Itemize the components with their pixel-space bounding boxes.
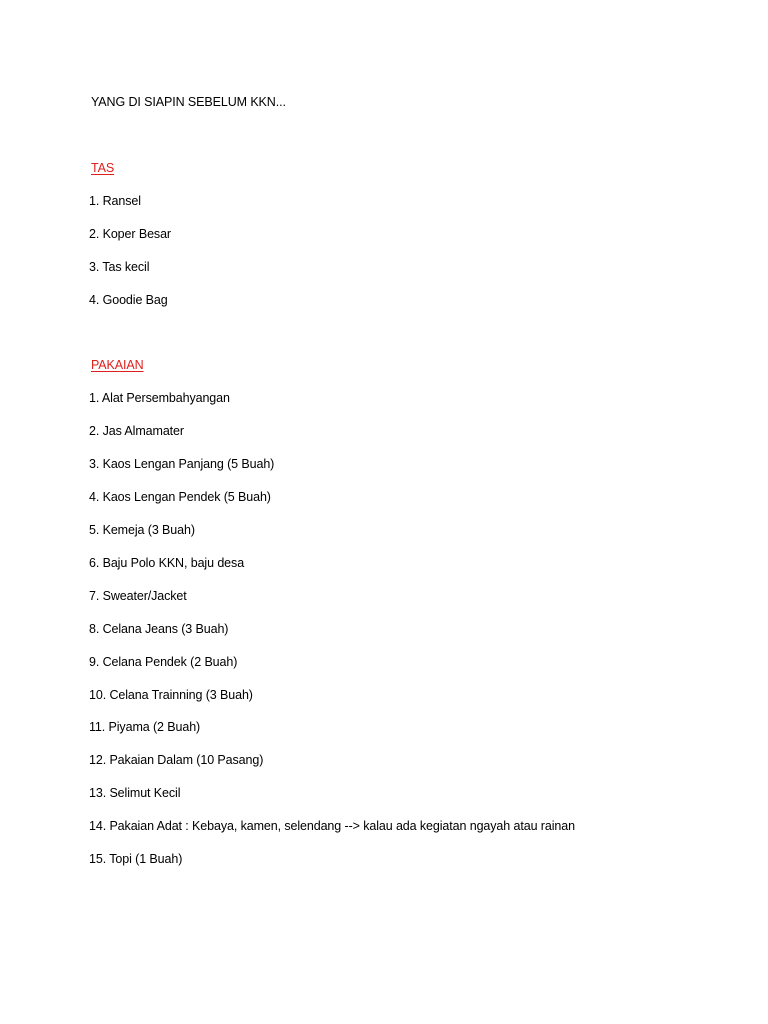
list-item: 14. Pakaian Adat : Kebaya, kamen, selendang --> kalau ada kegiatan ngayah atau rainan: [89, 819, 575, 833]
list-item: 12. Pakaian Dalam (10 Pasang): [89, 753, 264, 767]
list-item: 1. Ransel: [89, 194, 141, 208]
list-item: 7. Sweater/Jacket: [89, 589, 187, 603]
list-item: 4. Goodie Bag: [89, 293, 168, 307]
document-title: YANG DI SIAPIN SEBELUM KKN...: [91, 95, 286, 109]
list-item: 15. Topi (1 Buah): [89, 852, 183, 866]
list-item: 2. Koper Besar: [89, 227, 171, 241]
list-item: 3. Tas kecil: [89, 260, 150, 274]
list-item: 10. Celana Trainning (3 Buah): [89, 688, 253, 702]
list-item: 9. Celana Pendek (2 Buah): [89, 655, 238, 669]
list-item: 1. Alat Persembahyangan: [89, 391, 230, 405]
list-item: 11. Piyama (2 Buah): [89, 720, 201, 734]
section-heading-pakaian: PAKAIAN: [91, 358, 144, 372]
list-item: 5. Kemeja (3 Buah): [89, 523, 195, 537]
list-item: 13. Selimut Kecil: [89, 786, 181, 800]
section-heading-tas: TAS: [91, 161, 115, 175]
list-item: 8. Celana Jeans (3 Buah): [89, 622, 229, 636]
list-item: 6. Baju Polo KKN, baju desa: [89, 556, 245, 570]
list-item: 4. Kaos Lengan Pendek (5 Buah): [89, 490, 271, 504]
list-item: 3. Kaos Lengan Panjang (5 Buah): [89, 457, 275, 471]
list-item: 2. Jas Almamater: [89, 424, 184, 438]
